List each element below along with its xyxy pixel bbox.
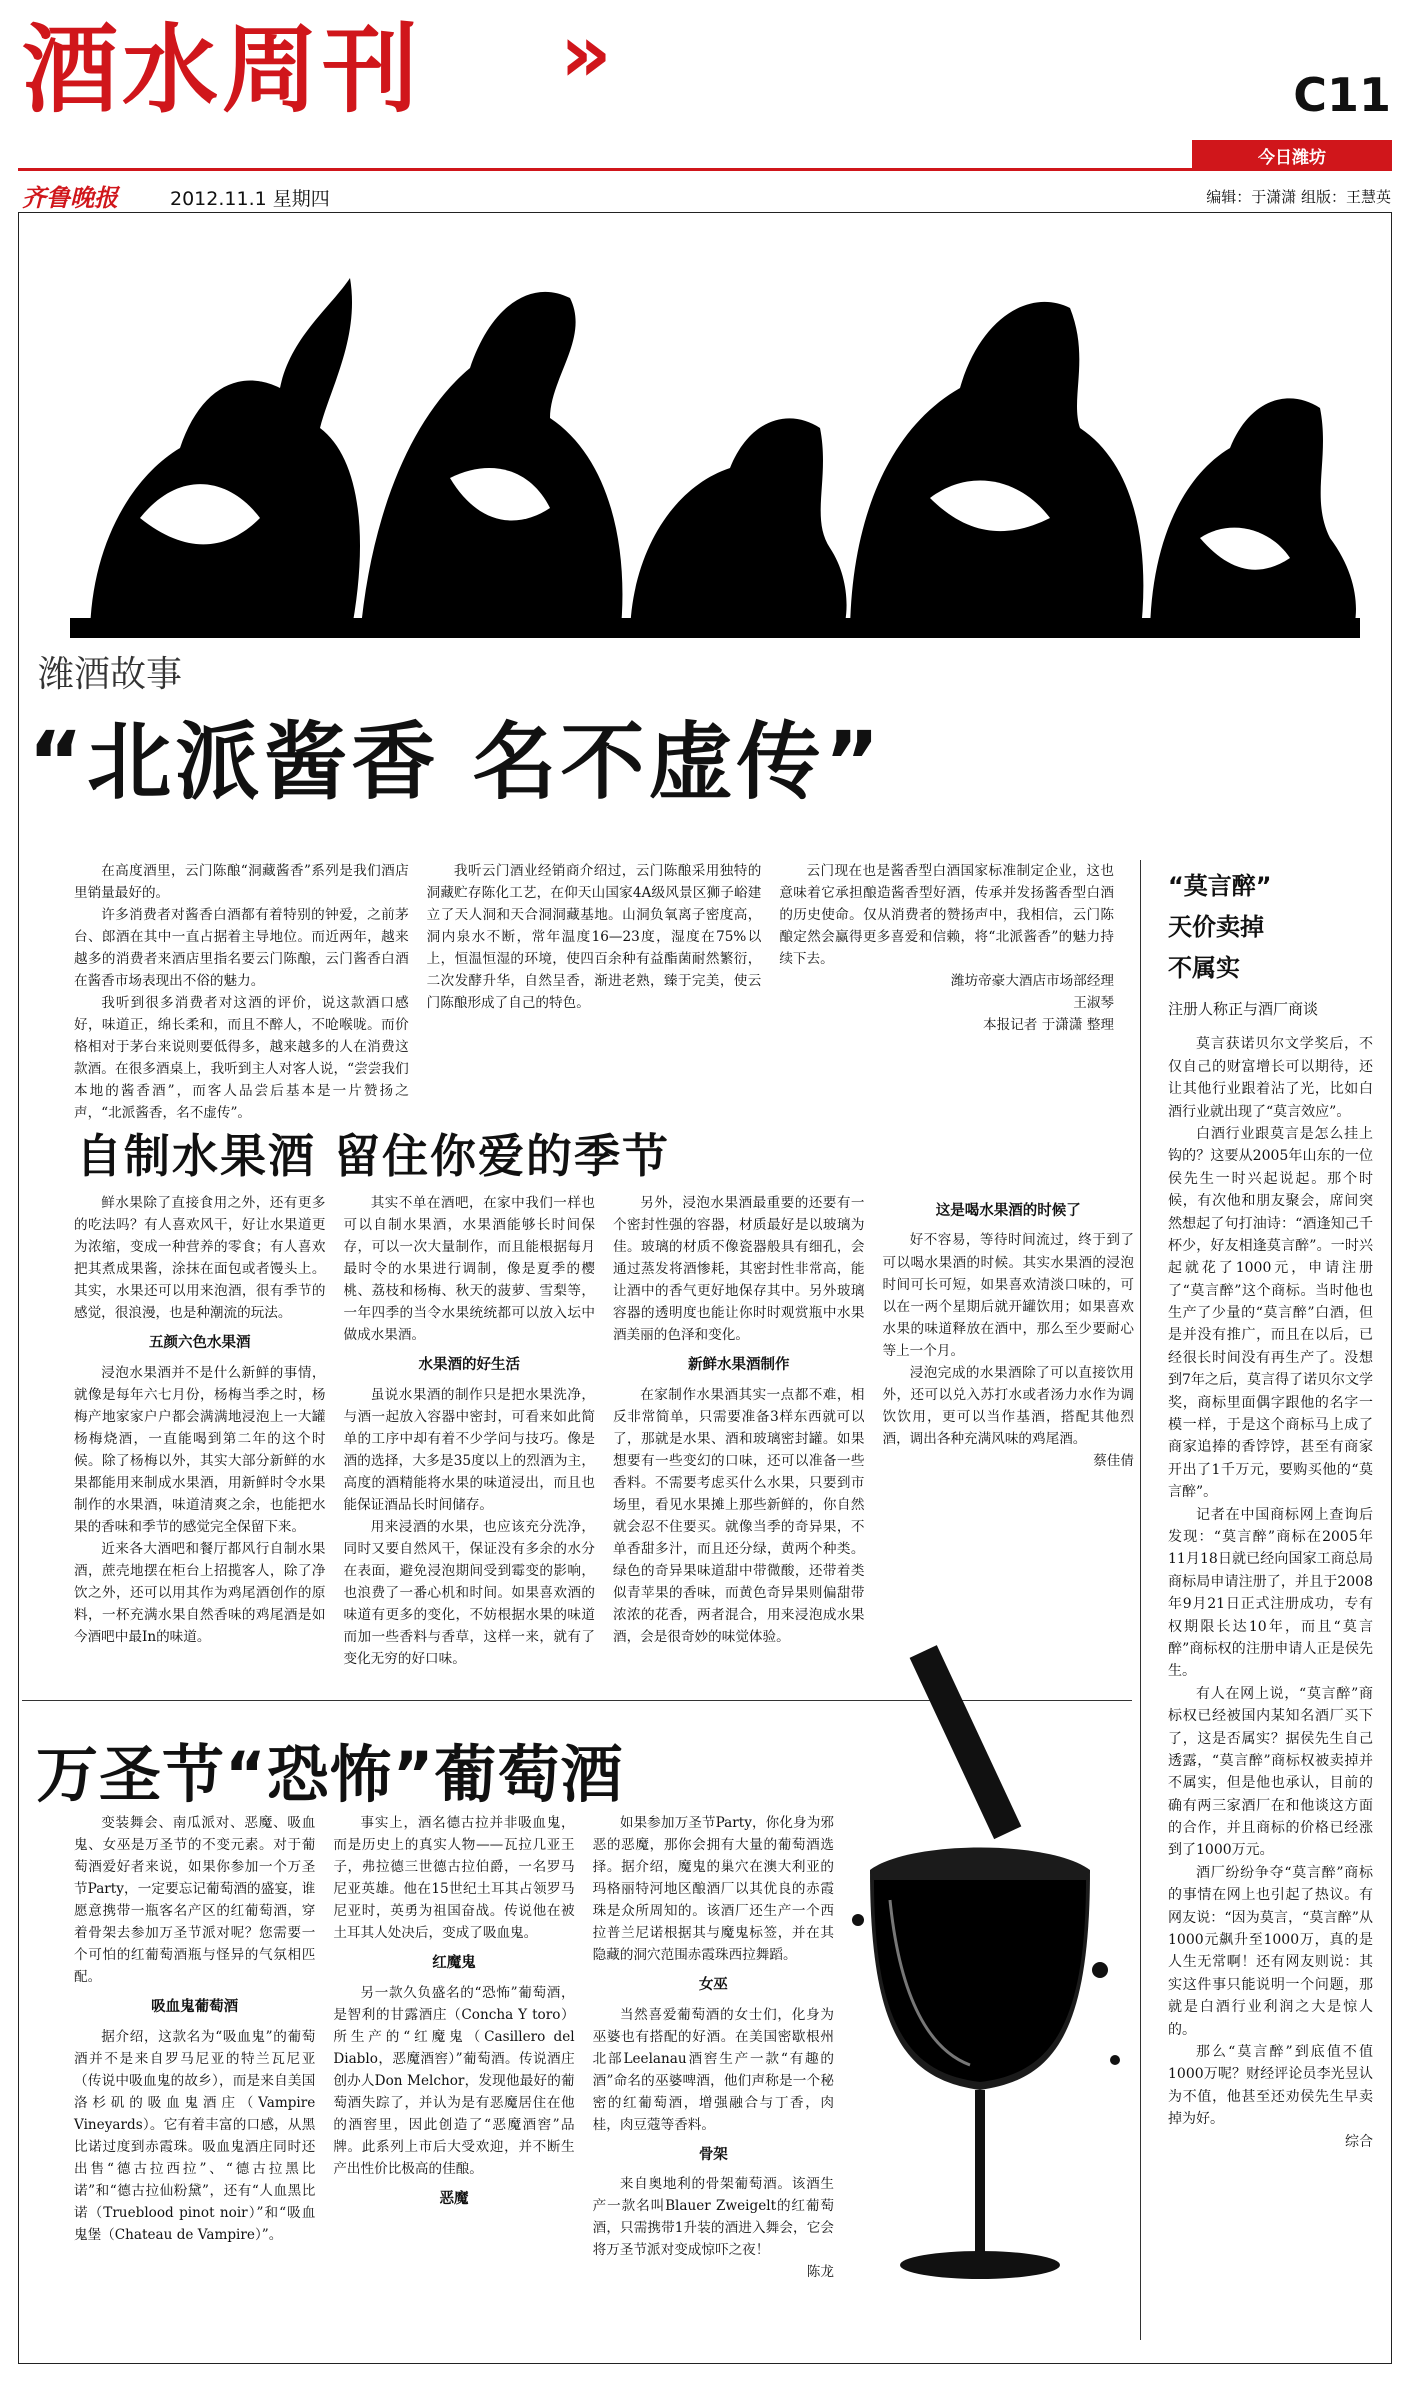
source-name: 王淑琴	[1073, 995, 1115, 1012]
ink-figures-illustration	[30, 218, 1380, 638]
sidebar-subtitle: 注册人称正与酒厂商谈	[1168, 1000, 1319, 1019]
paragraph: 许多消费者对酱香白酒都有着特别的钟爱，之前茅台、郎酒在其中一直占据着主导地位。而近两年，越来越多的消费者来酒店里指名要云门陈酿，云门酱香白酒在酱香市场表现出不俗的魅力。	[74, 907, 409, 990]
subheading: 这是喝水果酒的时候了	[935, 1203, 1081, 1219]
column	[613, 1192, 865, 1692]
subheading: 吸血鬼葡萄酒	[151, 1999, 239, 2016]
column	[74, 1192, 326, 1692]
column	[74, 860, 409, 1124]
column	[593, 1812, 834, 2283]
paragraph: 好不容易，等待时间流过，终于到了可以喝水果酒的时候。其实水果酒的浸泡时间可长可短，如果喜欢清淡口味的，可以在一两个星期后就开罐饮用；如果喜欢水果的味道释放在酒中，那么至少要耐心等上一个月。	[882, 1232, 1134, 1359]
title-arrow-icon: »	[560, 7, 612, 100]
subheading: 女巫	[698, 1977, 728, 1994]
paragraph: 另外，浸泡水果酒最重要的还要有一个密封性强的容器，材质最好是以玻璃为佳。玻璃的材质不像瓷器般具有细孔，会通过蒸发将酒惨耗，其密封性非常高，能让酒中的香气更好地保存其中。另外玻璃容器的透明度也能让你时时观赏瓶中水果酒美丽的色泽和变化。	[613, 1195, 865, 1344]
sidebar-title: 不属实	[1168, 953, 1240, 982]
byline: 陈龙	[806, 2264, 834, 2281]
issue-date: 2012.11.1 星期四	[170, 188, 330, 210]
sidebar-moyanzui	[1168, 866, 1373, 2153]
column	[344, 1192, 596, 1692]
column	[427, 860, 762, 1124]
subheading: 新鲜水果酒制作	[688, 1357, 790, 1374]
paragraph: 在家制作水果酒其实一点都不难，相反非常简单，只需要准备3样东西就可以了，那就是水果、酒和玻璃密封罐。如果想要有一些变幻的口味，还可以准备一些香料。不需要考虑买什么水果，只要到市场里，看见水果摊上那些新鲜的，你自然就会忍不住要买。就像当季的奇异果，不单香甜多汁，而且还分绿，黄两个种类。绿色的奇异果味道甜中带微酸，还带着类似青苹果的香味，而黄色奇异果则偏甜带浓浓的花香，两者混合，用来浸泡成水果酒，会是很奇妙的味觉体验。	[613, 1386, 865, 1645]
column	[74, 1812, 315, 2283]
paragraph: 虽说水果酒的制作只是把水果洗净，与酒一起放入容器中密封，可看来如此简单的工序中却有着不少学问与技巧。像是酒的选择，大多是35度以上的烈酒为主，高度的酒精能将水果的味道浸出，而且也能保证酒品长时间储存。	[343, 1386, 595, 1513]
sidebar-title: “莫言醉”	[1168, 872, 1272, 900]
source-title: 潍坊帝豪大酒店市场部经理	[950, 973, 1115, 990]
paragraph: 近来各大酒吧和餐厅都风行自制水果酒，蔗壳地摆在柜台上招揽客人，除了净饮之外，还可以用其作为鸡尾酒创作的原料，一杯充满水果自然香味的鸡尾酒是如今酒吧中最In的味道。	[74, 1540, 326, 1645]
paragraph: 用来浸酒的水果，也应该充分洗净，同时又要自然风干，保证没有多余的水分在表面，避免浸泡期间受到霉变的影响，也浪费了一番心机和时间。如果喜欢酒的味道有更多的变化，不妨根据水果的味道而加一些香料与香草，这样一来，就有了变化无穷的好口味。	[343, 1518, 595, 1667]
story-fruit-wine-body	[74, 1192, 1134, 1692]
paragraph: 鲜水果除了直接食用之外，还有更多的吃法吗？有人喜欢风干，好让水果道更为浓缩，变成一种营养的零食；有人喜欢把其煮成果酱，涂抹在面包或者馒头上。其实，水果还可以用来泡酒，很有季节的感觉，很浪漫，也是种潮流的玩法。	[74, 1195, 326, 1322]
subheading: 红魔鬼	[432, 1955, 476, 1972]
subheading: 水果酒的好生活	[418, 1357, 520, 1374]
headline-halloween-wine: 万圣节“恐怖”葡萄酒	[36, 1738, 624, 1811]
byline: 本报记者 于潇潇 整理	[983, 1017, 1115, 1034]
story-beipai-body	[74, 860, 1114, 1124]
paragraph: 浸泡完成的水果酒除了可以直接饮用外，还可以兑入苏打水或者汤力水作为调饮饮用，更可以当作基酒，搭配其他烈酒，调出各种充满风味的鸡尾酒。	[882, 1364, 1134, 1447]
subheading: 骨架	[698, 2146, 728, 2163]
paragraph: 如果参加万圣节Party，你化身为邪恶的恶魔，那你会拥有大量的葡萄酒选择。据介绍，魔鬼的巢穴在澳大利亚的玛格丽特河地区酿酒厂以其优良的赤霞珠是众所周知的。该酒厂还生产一个西拉普兰尼诺根据其与魔鬼标签，并在其隐藏的洞穴范围赤霞珠西拉舞蹈。	[592, 1815, 834, 1964]
paragraph: 莫言获诺贝尔文学奖后，不仅自己的财富增长可以期待，还让其他行业跟着沾了光，比如白酒行业就出现了“莫言效应”。	[1168, 1036, 1373, 1120]
paragraph: 白酒行业跟莫言是怎么挂上钩的？这要从2005年山东的一位侯先生一时兴起说起。那个时候，有次他和朋友聚会，席间突然想起了句打油诗：“酒逢知己千杯少，好友相逢莫言醉”。一时兴起就花了1000元，申请注册了“莫言醉”这个商标。当时他也生产了少量的“莫言醉”白酒，但是并没有推广，而且在以后，已经很长时间没有再生产了。没想到7年之后，莫言得了诺贝尔文学奖，商标里面偶字跟他的名字一模一样，于是这个商标马上成了商家追捧的香饽饽，甚至有商家开出了1千万元，要购买他的“莫言醉”。	[1168, 1125, 1373, 1501]
paragraph: 浸泡水果酒并不是什么新鲜的事情，就像是每年六七月份，杨梅当季之时，杨梅产地家家户户都会满满地浸泡上一大罐杨梅烧酒，一直能喝到第二年的这个时候。除了杨梅以外，其实大部分新鲜的水果都能用来制成水果酒，用新鲜时令水果制作的水果酒，味道清爽之余，也能把水果的香味和季节的感觉完全保留下来。	[74, 1364, 326, 1535]
subheading: 恶魔	[439, 2190, 469, 2207]
sidebar-title: 天价卖掉	[1168, 912, 1264, 941]
paragraph: 当然喜爱葡萄酒的女士们，化身为巫婆也有搭配的好酒。在美国密歇根州北部Leelanau酒窖生产一款“有趣的酒”命名的巫婆啤酒，他们声称是一个秘密的红葡萄酒，增强融合与丁香，肉桂，肉豆蔻等香料。	[592, 2006, 834, 2133]
paragraph: 来自奥地利的骨架葡萄酒。该酒生产一款名叫Blauer Zweigelt的红葡萄酒，只需携带1升装的酒进入舞会，它会将万圣节派对变成惊吓之夜！	[592, 2176, 834, 2259]
wine-glass-photo	[830, 1640, 1130, 2300]
paragraph: 酒厂纷纷争夺“莫言醉”商标的事情在网上也引起了热议。有网友说：“因为莫言，“莫言醉”从1000元飙升至1000万，真的是人生无常啊！还有网友则说：其实这件事只能说明一个问题，那就是白酒行业利润之大是惊人的。	[1168, 1864, 1373, 2038]
paragraph: 我听云门酒业经销商介绍过，云门陈酿采用独特的洞藏贮存陈化工艺，在仰天山国家4A级风景区狮子峪建立了天人洞和天合洞洞藏基地。山洞负氧离子密度高，洞内泉水不断，常年温度16—23度，湿度在75%以上，恒温恒湿的环境，使四百余种有益酯菌耐然繁衍，二次发酵升华，自然呈香，渐进老熟，臻于完美，使云门陈酿形成了自己的特色。	[426, 863, 762, 1012]
paragraph: 记者在中国商标网上查询后发现：“莫言醉”商标在2005年11月18日就已经向国家工商总局商标局申请注册了，并且于2008年9月21日正式注册成功，专有权期限长达10年，而且“莫言醉”商标权的注册申请人正是侯先生。	[1168, 1506, 1373, 1680]
masthead-rule	[18, 168, 1392, 171]
column	[779, 860, 1114, 1124]
story-kicker: 潍酒故事	[38, 654, 183, 695]
subheading: 五颜六色水果酒	[149, 1335, 251, 1352]
byline: 蔡佳倩	[1093, 1452, 1134, 1469]
page-number: C11	[1293, 68, 1391, 122]
column-separator	[1140, 860, 1141, 2340]
paragraph: 有人在网上说，“莫言醉”商标权已经被国内某知名酒厂买下了，这是否属实？据侯先生自己透露，“莫言醉”商标权被卖掉并不属实，但是他也承认，目前的确有两三家酒厂在和他谈这方面的合作，并且商标的价格已经涨到了1000万元。	[1168, 1685, 1373, 1859]
column	[883, 1192, 1135, 1692]
section-label: 今日潍坊	[1192, 140, 1392, 170]
paragraph: 事实上，酒名德古拉并非吸血鬼，而是历史上的真实人物——瓦拉几亚王子，弗拉德三世德古拉伯爵，一名罗马尼亚英雄。他在15世纪土耳其占领罗马尼亚时，英勇为祖国奋战。传说他在被土耳其人处决后，变成了吸血鬼。	[333, 1815, 575, 1942]
paragraph: 变装舞会、南瓜派对、恶魔、吸血鬼、女巫是万圣节的不变元素。对于葡萄酒爱好者来说，如果你参加一个万圣节Party，一定要忘记葡萄酒的盛宴，谁愿意携带一瓶客名产区的红葡萄酒，穿着骨架去参加万圣节派对呢？您需要一个可怕的红葡萄酒瓶与怪异的气氛相匹配。	[74, 1815, 316, 1986]
paragraph: 我听到很多消费者对这酒的评价，说这款酒口感好，味道正，绵长柔和，而且不醉人，不呛喉咙。而价格相对于茅台来说则要低得多，越来越多的人在消费这款酒。在很多酒桌上，我听到主人对客人说，“尝尝我们本地的酱香酒”，而客人品尝后基本是一片赞扬之声，“北派酱香，名不虚传”。	[74, 995, 409, 1122]
editor-credits: 编辑：于潇潇 组版：王慧英	[1206, 188, 1391, 206]
paragraph: 据介绍，这款名为“吸血鬼”的葡萄酒并不是来自罗马尼亚的特兰瓦尼亚（传说中吸血鬼的故乡），而是来自美国洛杉矶的吸血鬼酒庄（Vampire Vineyards）。它有着丰富的口感，从黑比诺过度到赤霞珠。吸血鬼酒庄同时还出售“德古拉西拉”、“德古拉黑比诺”和“德古拉仙粉黛”，还有“人血黑比诺（Trueblood pinot noir）”和“吸血鬼堡（Chateau de Vampire）”。	[74, 2028, 316, 2243]
column-title: 酒水周刊	[22, 14, 422, 126]
headline-beipai: “北派酱香 名不虚传”	[28, 713, 884, 811]
paragraph: 在高度酒里，云门陈酿“洞藏酱香”系列是我们酒店里销量最好的。	[74, 863, 409, 902]
paragraph: 那么“莫言醉”到底值不值1000万呢？财经评论员李光昱认为不值，他甚至还劝侯先生早卖掉为好。	[1168, 2043, 1373, 2128]
story-halloween-body	[74, 1812, 834, 2283]
byline: 综合	[1345, 2133, 1373, 2150]
newspaper-logo: 齐鲁晚报	[22, 183, 118, 212]
sidebar-body	[1168, 1033, 1373, 2153]
column	[333, 1812, 574, 2283]
paragraph: 其实不单在酒吧，在家中我们一样也可以自制水果酒，水果酒能够长时间保存，可以一次大量制作，而且能根据每月最时令的水果进行调制，像是夏季的樱桃、荔枝和杨梅、秋天的菠萝、雪梨等，一年四季的当令水果统统都可以放入坛中做成水果酒。	[343, 1195, 595, 1344]
paragraph: 另一款久负盛名的“恐怖”葡萄酒，是智利的甘露酒庄（Concha Y toro）所生产的“红魔鬼（Casillero del Diablo，恶魔酒窖）”葡萄酒。传说酒庄创办人Don Melchor，发现他最好的葡萄酒失踪了，并认为是有恶魔居住在他的酒窖里，因此创造了“恶魔酒窖”品牌。此系列上市后大受欢迎，并不断生产出性价比极高的佳酿。	[333, 1984, 575, 2177]
paragraph: 云门现在也是酱香型白酒国家标准制定企业，这也意味着它承担酿造酱香型好酒，传承并发扬酱香型白酒的历史使命。仅从消费者的赞扬声中，我相信，云门陈酿定然会赢得更多喜爱和信赖，将“北派酱香”的魅力持续下去。	[779, 863, 1115, 968]
headline-fruit-wine: 自制水果酒 留住你爱的季节	[76, 1129, 671, 1183]
